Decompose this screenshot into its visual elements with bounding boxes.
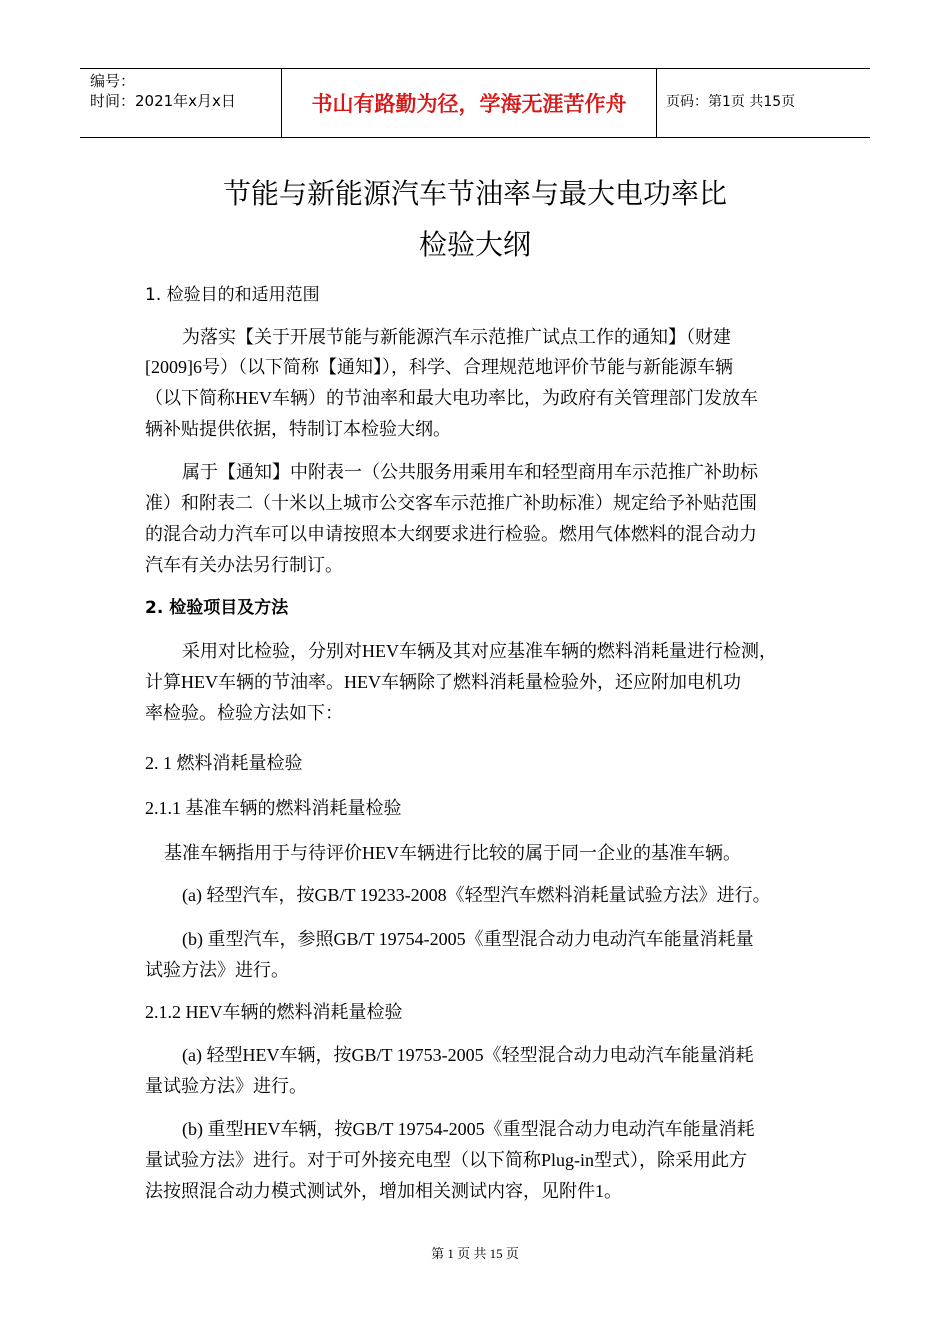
header-page-info: 页码：第1页 共15页 [666,94,796,110]
section1-para1-line3: （以下简称HEV车辆）的节油率和最大电功率比，为政府有关管理部门发放车 [145,388,758,408]
date-line: 时间：2021年x月x日 [90,92,236,110]
section2-heading: 2. 检验项目及方法 [145,598,289,618]
page-footer: 第 1 页 共 15 页 [431,1246,519,1261]
subsection-2-1-1-heading: 2.1.1 基准车辆的燃料消耗量检验 [145,798,402,818]
item-2-1-2-b-line2: 量试验方法》进行。对于可外接充电型（以下简称Plug-in型式），除采用此方 [145,1150,748,1170]
document-title-line2: 检验大纲 [418,228,531,261]
header-motto-cell [282,69,657,137]
section1-para1-line2: [2009]6号）（以下简称【通知】），科学、合理规范地评价节能与新能源车辆 [145,357,733,377]
section2-para1-line2: 计算HEV车辆的节油率。HEV车辆除了燃料消耗量检验外，还应附加电机功 [145,672,741,692]
header-page-cell [657,69,870,137]
item-2-1-1-b-line1: (b) 重型汽车，参照GB/T 19754-2005《重型混合动力电动汽车能量消耗量 [182,929,754,949]
motto-text: 书山有路勤为径，学海无涯苦作舟 [311,92,627,116]
header-meta-cell [80,69,282,137]
subsection-2-1-heading: 2. 1 燃料消耗量检验 [145,753,303,773]
section1-para2-line1: 属于【通知】中附表一（公共服务用乘用车和轻型商用车示范推广补助标 [182,462,758,482]
item-2-1-2-a-line2: 量试验方法》进行。 [145,1076,307,1096]
section2-para1-line1: 采用对比检验，分别对HEV车辆及其对应基准车辆的燃料消耗量进行检测， [182,641,777,661]
section1-para2-line3: 的混合动力汽车可以申请按照本大纲要求进行检验。燃用气体燃料的混合动力 [145,524,757,544]
item-2-1-2-b-line1: (b) 重型HEV车辆，按GB/T 19754-2005《重型混合动力电动汽车能量消耗 [182,1119,755,1139]
section2-para1-line3: 率检验。检验方法如下： [145,703,343,723]
subsection-2-1-1-intro: 基准车辆指用于与待评价HEV车辆进行比较的属于同一企业的基准车辆。 [164,843,741,863]
header-table [80,68,870,138]
item-2-1-2-b-line3: 法按照混合动力模式测试外，增加相关测试内容，见附件1。 [145,1181,622,1201]
number-label: 编号： [90,72,136,90]
item-2-1-2-a-line1: (a) 轻型HEV车辆，按GB/T 19753-2005《轻型混合动力电动汽车能量消耗 [182,1045,754,1065]
item-2-1-1-a: (a) 轻型汽车，按GB/T 19233-2008《轻型汽车燃料消耗量试验方法》进行。 [182,885,771,905]
section1-heading: 1. 检验目的和适用范围 [145,285,320,305]
section1-para1-line4: 辆补贴提供依据，特制订本检验大纲。 [145,419,451,439]
section1-para1-line1: 为落实【关于开展节能与新能源汽车示范推广试点工作的通知】（财建 [182,327,731,347]
subsection-2-1-2-heading: 2.1.2 HEV车辆的燃料消耗量检验 [145,1002,403,1022]
section1-para2-line4: 汽车有关办法另行制订。 [145,555,343,575]
document-title-line1: 节能与新能源汽车节油率与最大电功率比 [222,177,727,210]
section1-para2-line2: 准）和附表二（十米以上城市公交客车示范推广补助标准）规定给予补贴范围 [145,493,757,513]
item-2-1-1-b-line2: 试验方法》进行。 [145,960,289,980]
